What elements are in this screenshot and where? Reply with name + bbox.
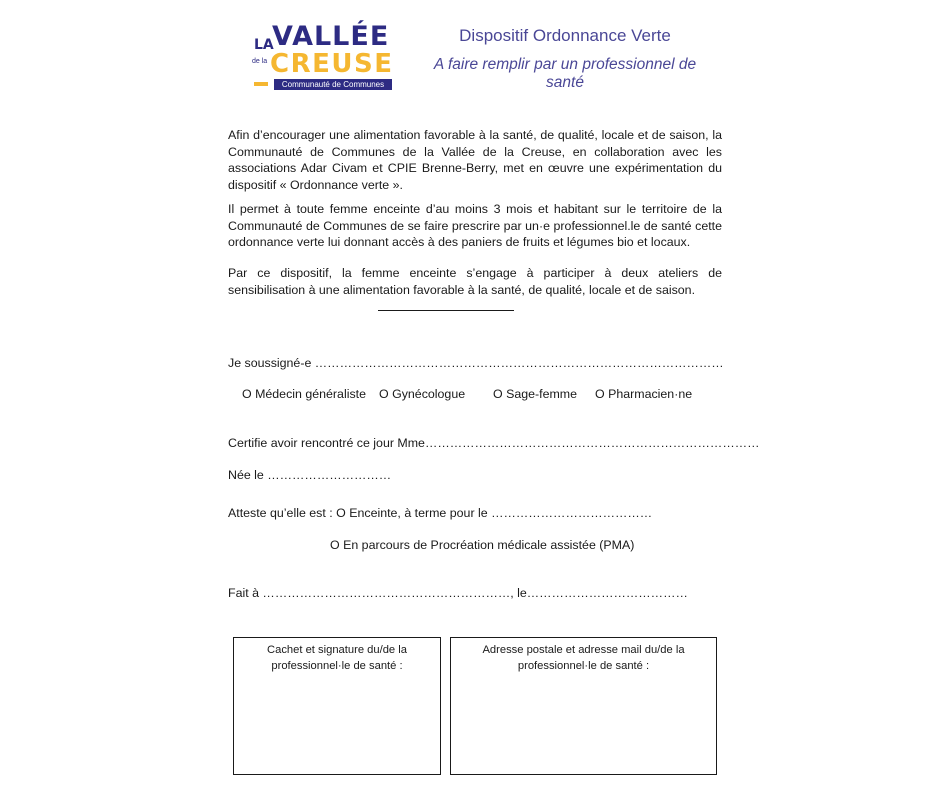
option-pharmacien[interactable]: O Pharmacien·ne [595, 387, 693, 401]
separator-line [378, 310, 514, 311]
certifie-field[interactable]: Certifie avoir rencontré ce jour Mme……………………………………………………………………… [228, 436, 760, 450]
commitment-paragraph: Par ce dispositif, la femme enceinte s’engage à participer à deux ateliers de sensibilisation à une alimentation favorable à la santé, de qualité, locale et de saison. [228, 266, 722, 297]
document-title: Dispositif Ordonnance Verte [459, 26, 671, 45]
stamp-signature-box[interactable] [233, 637, 441, 775]
logo-de-la: de la [252, 58, 268, 65]
birth-date-field[interactable]: Née le ………………………… [228, 468, 392, 482]
logo [252, 22, 397, 92]
atteste-enceinte-field[interactable]: Atteste qu’elle est : O Enceinte, à terme pour le ………………………………… [228, 506, 653, 520]
address-label: Adresse postale et adresse mail du/de la professionnel·le de santé : [482, 644, 685, 672]
document-subtitle: A faire remplir par un professionnel de santé [433, 56, 697, 91]
address-box[interactable] [450, 637, 717, 775]
eligibility-paragraph: Il permet à toute femme enceinte d’au moins 3 mois et habitant sur le territoire de la Communauté de Communes de se faire prescrire par un·e professionnel.le de santé cette ordonnance verte lui donnant accès à des paniers de fruits et légumes bio et locaux. [228, 202, 722, 249]
option-medecin-generaliste[interactable]: O Médecin généraliste [242, 387, 366, 401]
logo-communaute: Communauté de Communes [274, 79, 392, 90]
option-pma[interactable]: O En parcours de Procréation médicale assistée (PMA) [330, 538, 635, 552]
logo-vallee: VALLÉE [272, 21, 390, 52]
soussigne-field[interactable]: Je soussigné-e ……………………………………………………………………………………… [228, 356, 724, 370]
option-gynecologue[interactable]: O Gynécologue [379, 387, 466, 401]
logo-dash [254, 82, 268, 86]
option-sage-femme[interactable]: O Sage-femme [493, 387, 578, 401]
stamp-signature-label: Cachet et signature du/de la professionnel·le de santé : [267, 644, 407, 672]
logo-creuse: CREUSE [270, 49, 394, 79]
logo-la: LA [254, 37, 274, 53]
intro-paragraph: Afin d’encourager une alimentation favorable à la santé, de qualité, locale et de saison, la Communauté de Communes de la Vallée de la Creuse, en collaboration avec les associations Adar Civam et CPIE Brenne-Berry, met en œuvre une expérimentation du dispositif « Ordonnance verte ». [228, 128, 722, 192]
place-date-field[interactable]: Fait à ……………………………………………………, le………………………………… [228, 586, 688, 600]
